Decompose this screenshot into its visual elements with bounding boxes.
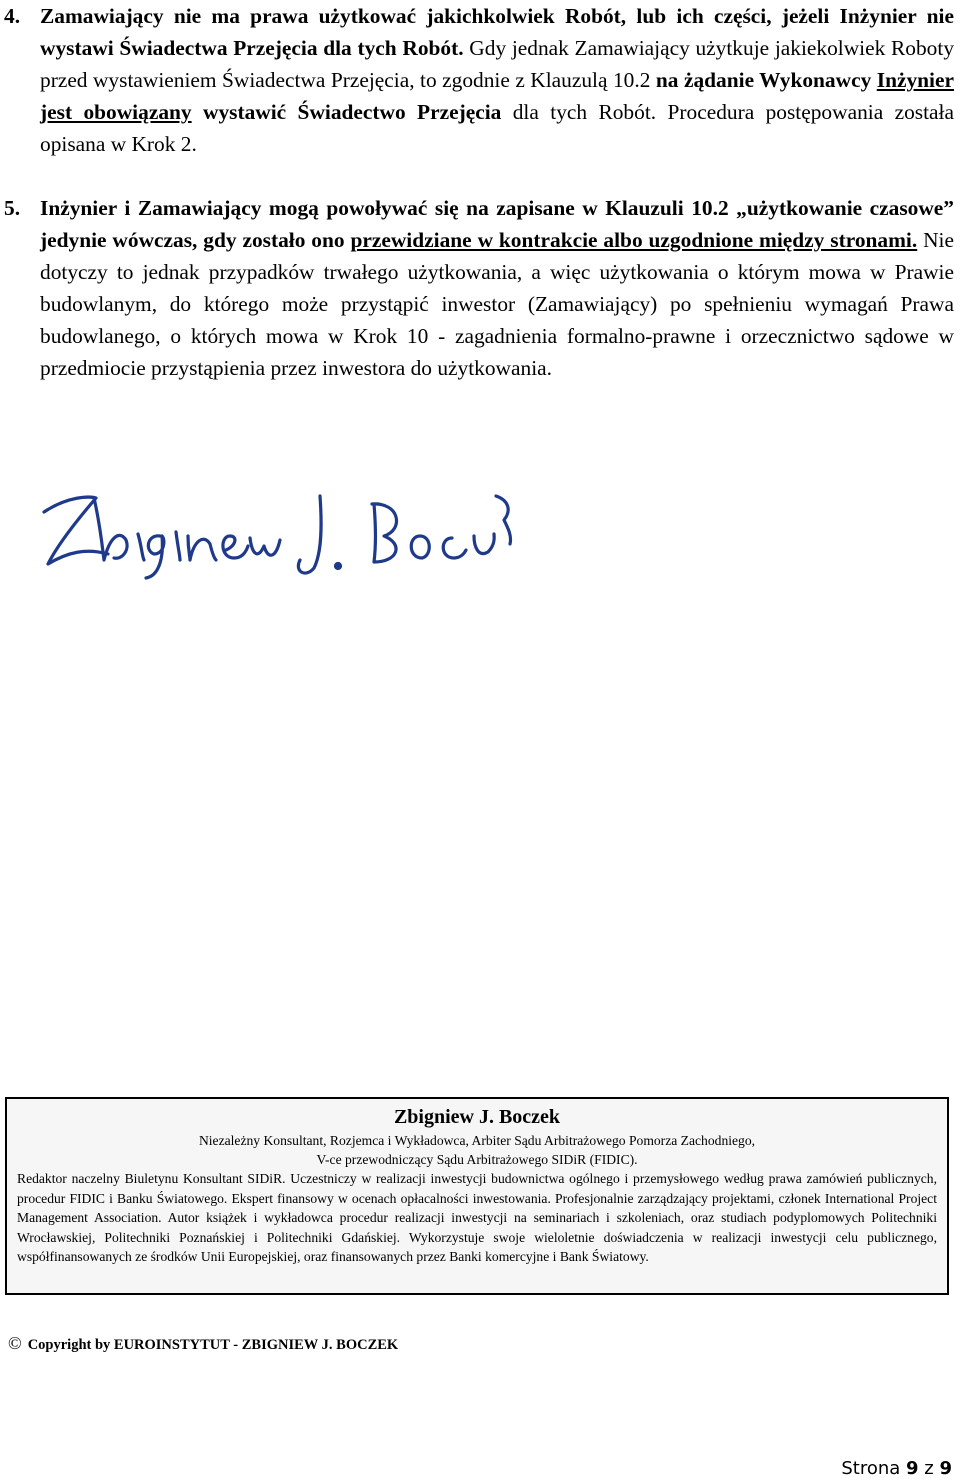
item-text-bold: Inżynier i Zamawiający mogą powoływać się na zapisane w Klauzuli 10.2 „użytkowanie czasowe” jedynie wówczas, gdy zostało ono: [40, 196, 954, 252]
author-title-line: Niezależny Konsultant, Rozjemca i Wykładowca, Arbiter Sądu Arbitrażowego Pomorza Zachodniego,: [198, 1133, 756, 1148]
item-4: [4, 0, 955, 160]
copyright-text: Copyright by EUROINSTYTUT - ZBIGNIEW J. BOCZEK: [27, 1337, 399, 1353]
item-text-bold: wystawić Świadectwo Przejęcia: [191, 100, 502, 124]
author-bio-box: [5, 1097, 949, 1295]
copyright-line: [8, 1333, 398, 1354]
item-text: Gdy jednak Zamawiający użytkuje jakiekolwiek Roboty przed wystawieniem Świadectwa Przejęcia, to zgodnie z Klauzulą 10.2: [40, 36, 955, 92]
author-title-line: V-ce przewodniczący Sądu Arbitrażowego SIDiR (FIDIC).: [316, 1152, 638, 1167]
author-name: Zbigniew J. Boczek: [393, 1106, 561, 1128]
current-page: 9: [906, 1458, 919, 1479]
author-description: Redaktor naczelny Biuletynu Konsultant SIDiR. Uczestniczy w realizacji inwestycji budownictwa ogólnego i przemysłowego według prawa zamówień publicznych, procedur FIDIC i Banku Światowego. Ekspert finansowy w ocenach opłacalności inwestowania. Profesjonalnie zarządzający projektami, członek International Project Management Association. Autor książek i wykładowca procedur realizacji inwestycji na seminariach i szkoleniach, oraz studiach podyplomowych Politechniki Wrocławskiej, Politechniki Poznańskiej i Politechniki Gdańskiej. Wykorzystuje swoje wieloletnie doświadczenia w realizacji inwestycji celu publicznego, współfinansowanych ze środków Unii Europejskiej, oraz finansowanych przez Banki komercyjne i Bank Światowy.: [17, 1171, 937, 1264]
signature-image: [38, 474, 518, 584]
total-pages: 9: [939, 1458, 952, 1479]
item-text-bold: na żądanie Wykonawcy: [655, 68, 877, 92]
page-number: Strona 9 z 9: [841, 1458, 952, 1479]
item-number: 5.: [4, 196, 21, 220]
signature-strokes: [44, 496, 511, 578]
item-5: [4, 192, 954, 384]
item-text-bold: Zamawiający nie ma prawa użytkować jakichkolwiek Robót, lub ich części, jeżeli Inżynier nie wystawi Świadectwa Przejęcia dla tych Robót.: [40, 4, 954, 60]
copyright-symbol: ©: [8, 1333, 22, 1353]
item-text-underlined: Inżynier jest obowiązany: [40, 68, 954, 124]
item-text: Nie dotyczy to jednak przypadków trwałego użytkowania, a więc użytkowania o którym mowa w Prawie budowlanym, do którego może przystąpić inwestor (Zamawiający) po spełnieniu wymagań Prawa budowlanego, o których mowa w Krok 10 - zagadnienia formalno-prawne i orzecznictwo sądowe w przedmiocie przystąpienia przez inwestora do użytkowania.: [40, 228, 954, 380]
item-number: 4.: [4, 4, 21, 28]
item-text: dla tych Robót. Procedura postępowania została opisana w Krok 2.: [40, 100, 954, 156]
item-text-underlined: przewidziane w kontrakcie albo uzgodnione między stronami.: [350, 228, 918, 252]
